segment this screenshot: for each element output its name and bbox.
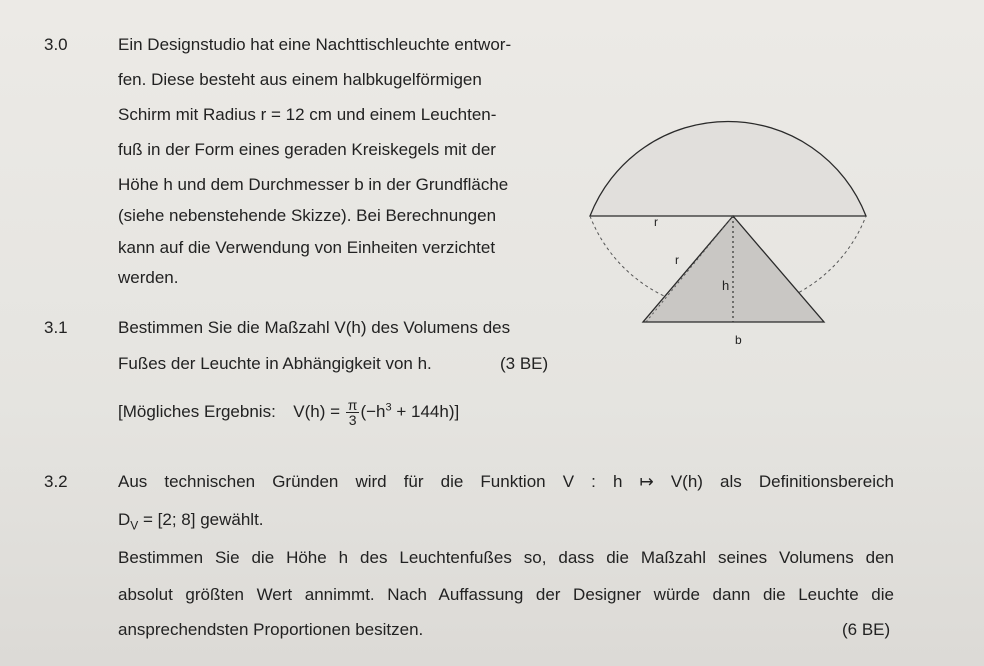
text-line: kann auf die Verwendung von Einheiten verzichtet [118, 238, 496, 257]
text-line: fuß in der Form eines geraden Kreiskegels mit der [118, 140, 496, 159]
text-line: Schirm mit Radius r = 12 cm und einem Leuchten- [118, 105, 497, 124]
points-3-2: (6 BE) [842, 620, 891, 639]
text-line: werden. [118, 268, 179, 287]
result-exponent: 3 [385, 401, 392, 414]
result-paren: (−h [360, 401, 386, 421]
text-line: ansprechendsten Proportionen besitzen. [118, 620, 424, 639]
text-line: Bestimmen Sie die Maßzahl V(h) des Volumens des [118, 318, 511, 337]
result-fraction [346, 398, 360, 427]
text-line: (siehe nebenstehende Skizze). Bei Berechnungen [118, 206, 497, 225]
section-number-3-0: 3.0 [44, 35, 68, 54]
text-line: fen. Diese besteht aus einem halbkugelförmigen [118, 70, 482, 89]
label-r-inner: r [675, 253, 679, 267]
domain-subscript: V [130, 518, 139, 533]
fraction-denominator: 3 [348, 412, 357, 428]
hemisphere-shade [590, 121, 866, 216]
label-r-top: r [654, 215, 658, 229]
text-line: absolut größten Wert annimmt. Nach Auffassung der Designer würde dann die Leuchte die [118, 585, 894, 604]
result-lhs: V(h) = [293, 401, 341, 421]
label-h: h [722, 278, 730, 293]
possible-result [118, 398, 459, 427]
text-line: Fußes der Leuchte in Abhängigkeit von h. [118, 354, 432, 373]
result-prefix: [Mögliches Ergebnis: [118, 401, 276, 421]
text-line: Aus technischen Gründen wird für die Funktion V : h ↦ V(h) als Definitionsbereich [118, 472, 894, 491]
text-line: Ein Designstudio hat eine Nachttischleuchte entwor- [118, 35, 512, 54]
text-line: Bestimmen Sie die Höhe h des Leuchtenfußes so, dass die Maßzahl seines Volumens den [118, 548, 894, 567]
domain-rest: = [2; 8] gewählt. [138, 510, 264, 529]
points-3-1: (3 BE) [500, 354, 549, 373]
domain-symbol: D [118, 510, 131, 529]
result-tail: + 144h)] [391, 401, 460, 421]
label-b: b [735, 333, 742, 347]
section-number-3-2: 3.2 [44, 472, 68, 491]
text-line: Höhe h und dem Durchmesser b in der Grundfläche [118, 175, 509, 194]
domain-line [118, 510, 264, 532]
section-number-3-1: 3.1 [44, 318, 68, 337]
fraction-numerator: π [347, 397, 358, 413]
